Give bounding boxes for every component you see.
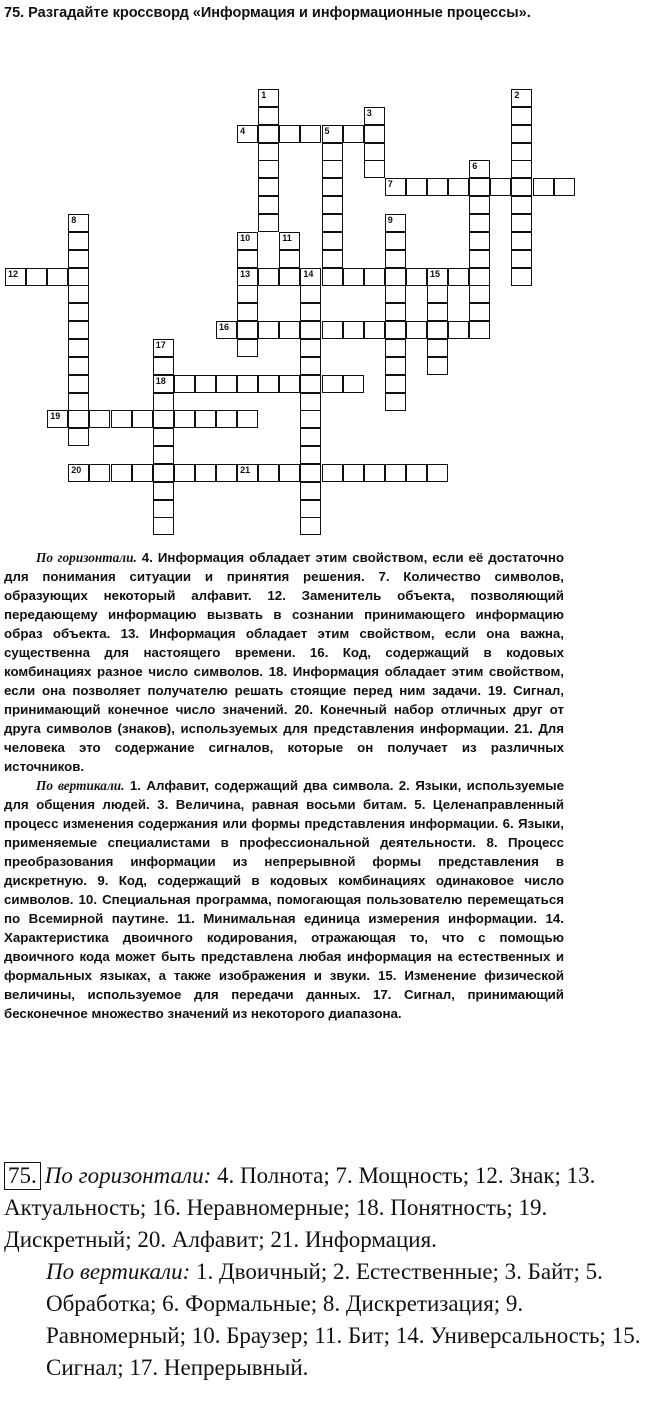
crossword-cell bbox=[511, 107, 532, 125]
crossword-cell bbox=[68, 410, 89, 428]
crossword-cell bbox=[554, 178, 575, 196]
crossword-cell bbox=[132, 464, 153, 482]
crossword-cell bbox=[469, 285, 490, 303]
crossword-clue-number: 11 bbox=[282, 232, 292, 243]
answers-section bbox=[4, 1160, 648, 1384]
crossword-cell bbox=[258, 268, 279, 286]
down-clues-text: 1. Алфавит, содержащий два символа. 2. Языки, используемые для общения людей. 3. Величина, равная восьми битам. 5. Целенаправленный процесс изменения содержания или формы представления информации. 6. Языки, применяемые специалистами в профессиональной деятельности. 8. Процесс преобразования информации из непрерывной формы представления в дискретную. 9. Код, содержащий в кодовых комбинациях одинаковое число символов. 10. Специальная программа, помогающая пользователю перемещаться по Всемирной паутине. 11. Минимальная единица измерения информации. 14. Характеристика двоичного кодирования, отражающая то, что с помощью двоичного кода может быть представлена любая информация на естественных и формальных языках, а также изображения и звуки. 15. Изменение физической величины, используемое для передачи данных. 17. Сигнал, принимающий бесконечное множество значений из некоторого диапазона. bbox=[4, 778, 564, 1021]
crossword-cell bbox=[427, 321, 448, 339]
crossword-cell bbox=[111, 410, 132, 428]
crossword-cell bbox=[385, 285, 406, 303]
crossword-cell bbox=[258, 214, 279, 232]
crossword-cell bbox=[300, 428, 321, 446]
crossword-clue-number: 16 bbox=[219, 322, 230, 333]
crossword-cell bbox=[533, 178, 554, 196]
crossword-cell bbox=[300, 321, 321, 339]
crossword-cell bbox=[448, 268, 469, 286]
crossword-cell bbox=[364, 160, 385, 178]
crossword-cell bbox=[153, 357, 174, 375]
crossword-cell bbox=[237, 464, 258, 482]
crossword-cell bbox=[385, 393, 406, 411]
crossword-cell bbox=[89, 464, 110, 482]
crossword-cell bbox=[237, 232, 258, 250]
crossword-cell bbox=[237, 410, 258, 428]
crossword-cell bbox=[153, 500, 174, 518]
crossword-cell bbox=[364, 464, 385, 482]
crossword-clue-number: 1 bbox=[261, 90, 267, 100]
crossword-cell bbox=[406, 321, 427, 339]
crossword-cell bbox=[68, 357, 89, 375]
crossword-cell bbox=[469, 268, 490, 286]
crossword-cell bbox=[153, 517, 174, 535]
crossword-cell bbox=[195, 375, 216, 393]
crossword-cell bbox=[427, 268, 448, 286]
crossword-cell bbox=[469, 214, 490, 232]
clues-section bbox=[4, 548, 564, 1023]
crossword-cell bbox=[511, 250, 532, 268]
crossword-cell bbox=[258, 178, 279, 196]
crossword-cell bbox=[153, 428, 174, 446]
crossword-cell bbox=[68, 428, 89, 446]
crossword-grid bbox=[0, 0, 652, 545]
crossword-cell bbox=[385, 321, 406, 339]
crossword-clue-number: 4 bbox=[240, 125, 246, 136]
crossword-cell bbox=[364, 268, 385, 286]
crossword-cell bbox=[511, 143, 532, 161]
crossword-cell bbox=[469, 303, 490, 321]
crossword-cell bbox=[68, 321, 89, 339]
crossword-cell bbox=[237, 339, 258, 357]
crossword-cell bbox=[216, 464, 237, 482]
crossword-cell bbox=[406, 268, 427, 286]
task-title: Разгадайте кроссворд «Информация и информационные процессы». bbox=[28, 5, 531, 21]
crossword-cell bbox=[511, 125, 532, 143]
answers-across-heading: По горизонтали: bbox=[44, 1163, 212, 1188]
crossword-cell bbox=[5, 268, 26, 286]
crossword-cell bbox=[195, 464, 216, 482]
crossword-clue-number: 18 bbox=[155, 375, 166, 386]
crossword-cell bbox=[322, 250, 343, 268]
crossword-cell bbox=[132, 410, 153, 428]
crossword-cell bbox=[195, 410, 216, 428]
crossword-cell bbox=[511, 178, 532, 196]
crossword-cell bbox=[511, 268, 532, 286]
crossword-cell bbox=[300, 482, 321, 500]
crossword-cell bbox=[343, 375, 364, 393]
crossword-clue-number: 9 bbox=[387, 215, 393, 225]
crossword-cell bbox=[469, 178, 490, 196]
crossword-cell bbox=[258, 89, 279, 107]
crossword-cell bbox=[322, 268, 343, 286]
crossword-cell bbox=[385, 375, 406, 393]
answer-number-box: 75. bbox=[4, 1162, 41, 1190]
crossword-clue-number: 7 bbox=[387, 179, 393, 190]
crossword-clue-number: 17 bbox=[155, 339, 166, 350]
crossword-cell bbox=[47, 268, 68, 286]
crossword-clue-number: 12 bbox=[8, 268, 19, 279]
crossword-cell bbox=[322, 375, 343, 393]
crossword-cell bbox=[427, 285, 448, 303]
task-number: 75. bbox=[4, 5, 25, 21]
crossword-cell bbox=[322, 160, 343, 178]
crossword-cell bbox=[153, 482, 174, 500]
crossword-cell bbox=[237, 303, 258, 321]
crossword-cell bbox=[300, 500, 321, 518]
crossword-cell bbox=[258, 321, 279, 339]
crossword-cell bbox=[153, 339, 174, 357]
crossword-cell bbox=[322, 178, 343, 196]
crossword-cell bbox=[68, 464, 89, 482]
across-heading: По горизонтали. bbox=[36, 550, 137, 565]
crossword-cell bbox=[68, 214, 89, 232]
crossword-cell bbox=[385, 303, 406, 321]
crossword-cell bbox=[385, 250, 406, 268]
crossword-clue-number: 14 bbox=[303, 268, 314, 279]
crossword-cell bbox=[364, 321, 385, 339]
crossword-cell bbox=[153, 410, 174, 428]
crossword-cell bbox=[258, 125, 279, 143]
crossword-cell bbox=[469, 232, 490, 250]
crossword-cell bbox=[300, 464, 321, 482]
crossword-cell bbox=[258, 160, 279, 178]
crossword-cell bbox=[279, 125, 300, 143]
crossword-cell bbox=[279, 250, 300, 268]
answers-down-text: 1. Двоичный; 2. Естественные; 3. Байт; 5. Обработка; 6. Формальные; 8. Дискретизация; 9. Равномерный; 10. Браузер; 11. Бит; 14. Универсальность; 15. Сигнал; 17. Непрерывный. bbox=[46, 1259, 641, 1380]
crossword-cell bbox=[427, 303, 448, 321]
crossword-cell bbox=[427, 339, 448, 357]
crossword-cell bbox=[511, 232, 532, 250]
crossword-cell bbox=[216, 321, 237, 339]
across-clues-text: 4. Информация обладает этим свойством, если её достаточно для понимания ситуации и принятия решения. 7. Количество символов, образующих некоторый алфавит. 12. Заменитель объекта, позволяющий передающему информацию вызвать в сознании принимающего информацию образ объекта. 13. Информация обладает этим свойством, если она важна, существенна для настоящего времени. 16. Код, содержащий в кодовых комбинациях разное число символов. 18. Информация обладает этим свойством, если она позволяет получателю решать стоящие перед ним задачи. 19. Сигнал, принимающий конечное число значений. 20. Конечный набор отличных друг от друга символов (знаков), используемых для представления информации. 21. Для человека это содержание сигналов, которые он получает из различных источников. bbox=[4, 550, 564, 774]
crossword-cell bbox=[385, 464, 406, 482]
crossword-cell bbox=[279, 268, 300, 286]
crossword-cell bbox=[364, 143, 385, 161]
crossword-cell bbox=[258, 143, 279, 161]
answers-down-heading: По вертикали: bbox=[46, 1259, 191, 1284]
crossword-cell bbox=[26, 268, 47, 286]
crossword-cell bbox=[469, 321, 490, 339]
crossword-cell bbox=[364, 125, 385, 143]
crossword-cell bbox=[343, 321, 364, 339]
crossword-cell bbox=[300, 446, 321, 464]
crossword-cell bbox=[68, 303, 89, 321]
crossword-cell bbox=[469, 250, 490, 268]
crossword-cell bbox=[237, 268, 258, 286]
crossword-clue-number: 20 bbox=[71, 464, 82, 475]
down-clues bbox=[4, 776, 564, 1023]
answers-down bbox=[4, 1256, 648, 1384]
crossword-clue-number: 19 bbox=[50, 411, 61, 422]
crossword-cell bbox=[322, 321, 343, 339]
crossword-cell bbox=[300, 517, 321, 535]
crossword-cell bbox=[258, 196, 279, 214]
crossword-cell bbox=[300, 339, 321, 357]
crossword-cell bbox=[385, 232, 406, 250]
crossword-cell bbox=[343, 464, 364, 482]
crossword-cell bbox=[448, 321, 469, 339]
crossword-cell bbox=[174, 464, 195, 482]
crossword-cell bbox=[511, 196, 532, 214]
crossword-cell bbox=[258, 107, 279, 125]
crossword-cell bbox=[322, 464, 343, 482]
across-clues bbox=[4, 548, 564, 776]
crossword-clue-number: 6 bbox=[472, 161, 478, 172]
crossword-clue-number: 5 bbox=[324, 125, 330, 136]
crossword-cell bbox=[216, 375, 237, 393]
crossword-cell bbox=[364, 107, 385, 125]
crossword-cell bbox=[511, 160, 532, 178]
crossword-cell bbox=[174, 410, 195, 428]
crossword-cell bbox=[258, 464, 279, 482]
crossword-cell bbox=[511, 214, 532, 232]
crossword-cell bbox=[406, 178, 427, 196]
crossword-cell bbox=[385, 214, 406, 232]
crossword-cell bbox=[68, 250, 89, 268]
crossword-cell bbox=[279, 375, 300, 393]
crossword-cell bbox=[385, 357, 406, 375]
crossword-clue-number: 21 bbox=[240, 464, 251, 475]
crossword-cell bbox=[448, 178, 469, 196]
crossword-clue-number: 15 bbox=[430, 268, 441, 279]
crossword-cell bbox=[300, 375, 321, 393]
crossword-clue-number: 3 bbox=[366, 107, 372, 118]
crossword-cell bbox=[300, 357, 321, 375]
crossword-clue-number: 2 bbox=[514, 90, 520, 100]
crossword-cell bbox=[237, 375, 258, 393]
crossword-cell bbox=[153, 446, 174, 464]
crossword-cell bbox=[258, 375, 279, 393]
crossword-cell bbox=[322, 196, 343, 214]
crossword-cell bbox=[343, 268, 364, 286]
crossword-cell bbox=[300, 125, 321, 143]
crossword-cell bbox=[68, 393, 89, 411]
crossword-cell bbox=[300, 393, 321, 411]
crossword-cell bbox=[322, 214, 343, 232]
answers-across-text: 4. Полнота; 7. Мощность; 12. Знак; 13. Актуальность; 16. Неравномерные; 18. Понятность; 19. Дискретный; 20. Алфавит; 21. Информация. bbox=[4, 1163, 596, 1252]
crossword-cell bbox=[427, 464, 448, 482]
crossword-cell bbox=[68, 268, 89, 286]
crossword-cell bbox=[343, 125, 364, 143]
crossword-cell bbox=[153, 393, 174, 411]
crossword-cell bbox=[427, 178, 448, 196]
crossword-cell bbox=[322, 232, 343, 250]
crossword-cell bbox=[153, 375, 174, 393]
crossword-cell bbox=[174, 375, 195, 393]
crossword-cell bbox=[469, 160, 490, 178]
crossword-cell bbox=[322, 125, 343, 143]
crossword-cell bbox=[111, 464, 132, 482]
crossword-cell bbox=[511, 89, 532, 107]
crossword-cell bbox=[68, 285, 89, 303]
crossword-cell bbox=[385, 178, 406, 196]
crossword-cell bbox=[68, 232, 89, 250]
crossword-cell bbox=[237, 250, 258, 268]
crossword-cell bbox=[47, 410, 68, 428]
crossword-cell bbox=[279, 464, 300, 482]
crossword-cell bbox=[89, 410, 110, 428]
crossword-cell bbox=[279, 321, 300, 339]
crossword-cell bbox=[385, 268, 406, 286]
crossword-clue-number: 10 bbox=[240, 232, 251, 243]
crossword-cell bbox=[237, 125, 258, 143]
crossword-cell bbox=[385, 339, 406, 357]
crossword-cell bbox=[300, 268, 321, 286]
crossword-cell bbox=[68, 339, 89, 357]
answers-across bbox=[4, 1160, 648, 1256]
crossword-cell bbox=[237, 321, 258, 339]
crossword-cell bbox=[216, 410, 237, 428]
crossword-cell bbox=[427, 357, 448, 375]
crossword-cell bbox=[490, 178, 511, 196]
crossword-cell bbox=[300, 410, 321, 428]
crossword-cell bbox=[406, 464, 427, 482]
crossword-cell bbox=[469, 196, 490, 214]
down-heading: По вертикали. bbox=[36, 778, 125, 793]
crossword-cell bbox=[322, 143, 343, 161]
crossword-cell bbox=[300, 303, 321, 321]
crossword-cell bbox=[279, 232, 300, 250]
crossword-cell bbox=[300, 285, 321, 303]
crossword-cell bbox=[153, 464, 174, 482]
crossword-clue-number: 8 bbox=[71, 215, 77, 225]
crossword-clue-number: 13 bbox=[240, 268, 251, 279]
crossword-cell bbox=[68, 375, 89, 393]
crossword-cell bbox=[237, 285, 258, 303]
